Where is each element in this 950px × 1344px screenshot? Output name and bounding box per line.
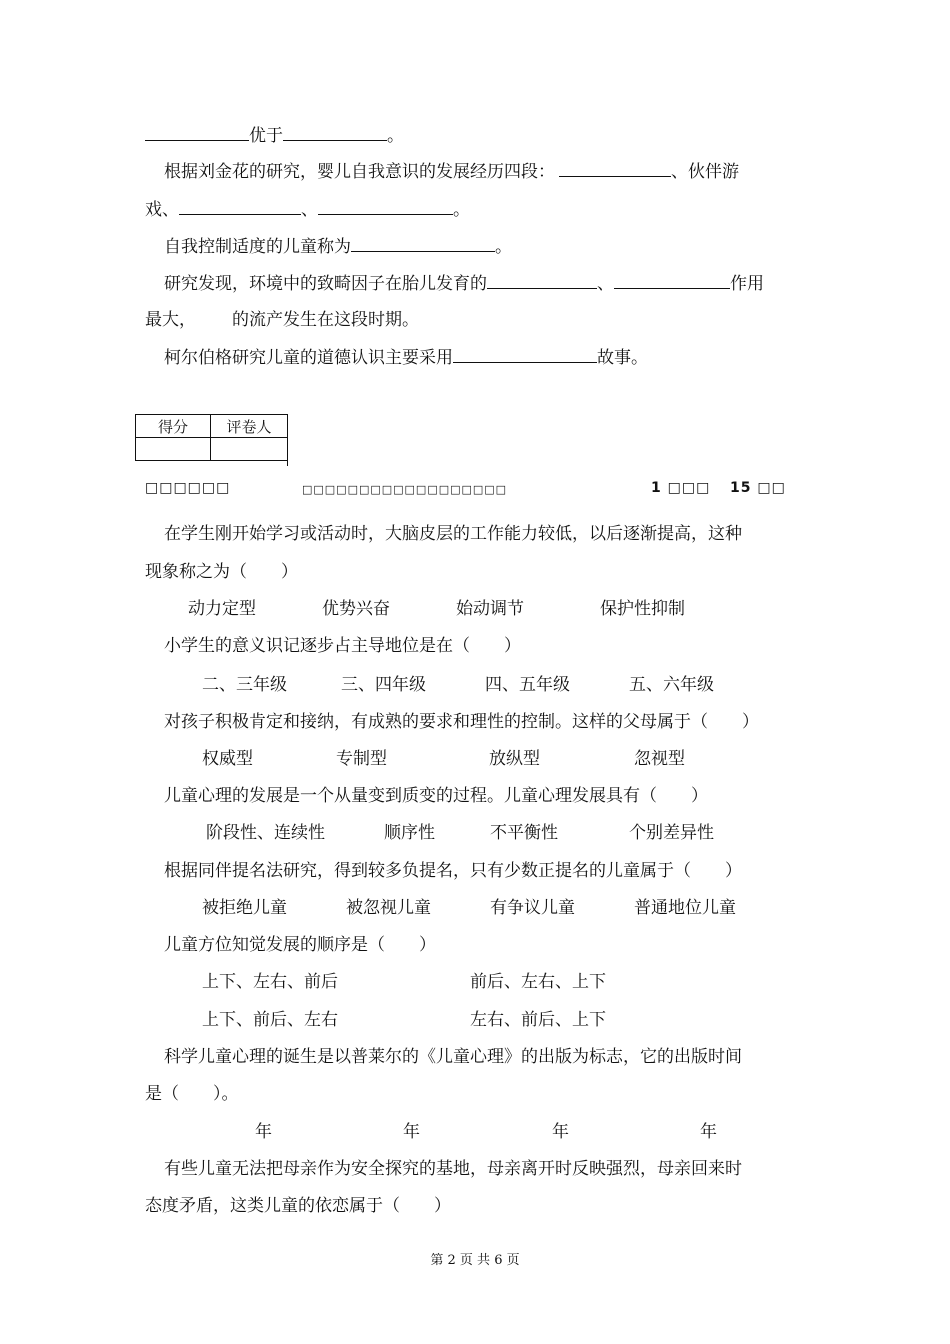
option-a[interactable]: 权威型	[202, 749, 253, 769]
option-c[interactable]: 放纵型	[489, 749, 540, 769]
option-d[interactable]: 个别差异性	[629, 823, 714, 843]
question-text: 儿童方位知觉发展的顺序是（ ）	[164, 935, 436, 955]
answer-blank[interactable]	[614, 272, 730, 289]
option-c[interactable]: 年	[552, 1122, 569, 1142]
answer-blank[interactable]	[559, 160, 671, 177]
option-c[interactable]: 上下、前后、左右	[202, 1010, 338, 1030]
fill-text: 优于	[249, 126, 283, 146]
option-d[interactable]: 忽视型	[634, 749, 685, 769]
option-b[interactable]: 三、四年级	[341, 675, 426, 695]
question-text: 是（ ）。	[145, 1084, 239, 1104]
grader-header: 评卷人	[211, 415, 288, 438]
option-d[interactable]: 五、六年级	[629, 675, 714, 695]
answer-blank[interactable]	[145, 124, 249, 141]
option-d[interactable]: 普通地位儿童	[634, 898, 736, 918]
question-text: 对孩子积极肯定和接纳，有成熟的要求和理性的控制。这样的父母属于（ ）	[164, 712, 759, 732]
fill-text: 戏、	[145, 200, 179, 220]
option-c[interactable]: 四、五年级	[485, 675, 570, 695]
option-b[interactable]: 被忽视儿童	[346, 898, 431, 918]
option-d[interactable]: 保护性抑制	[600, 599, 685, 619]
section-title: □□□□□□	[145, 480, 231, 496]
answer-blank[interactable]	[318, 198, 453, 215]
question-text: 儿童心理的发展是一个从量变到质变的过程。儿童心理发展具有（ ）	[164, 786, 708, 806]
answer-blank[interactable]	[283, 124, 387, 141]
fill-line-1	[145, 124, 404, 147]
fill-line-4	[164, 235, 512, 258]
table-edge	[287, 414, 290, 466]
section-instruction: □□□□□□□□□□□□□□□□□□	[302, 483, 508, 496]
fill-text: 作用	[730, 274, 764, 294]
question-text: 现象称之为（ ）	[145, 562, 298, 582]
option-a[interactable]: 二、三年级	[202, 675, 287, 695]
fill-text: 、伙伴游	[671, 162, 739, 182]
fill-text: 、	[597, 274, 614, 294]
score-cell[interactable]	[136, 438, 211, 461]
score-table	[135, 414, 288, 461]
option-c[interactable]: 始动调节	[456, 599, 524, 619]
option-a[interactable]: 动力定型	[188, 599, 256, 619]
score-header: 得分	[136, 415, 211, 438]
fill-text: 根据刘金花的研究，婴儿自我意识的发展经历四段：	[164, 162, 555, 182]
fill-text: 的流产发生在这段时期。	[232, 310, 419, 330]
question-text: 根据同伴提名法研究，得到较多负提名，只有少数正提名的儿童属于（ ）	[164, 861, 742, 881]
fill-text: 柯尔伯格研究儿童的道德认识主要采用	[164, 348, 453, 368]
option-a[interactable]: 被拒绝儿童	[202, 898, 287, 918]
question-text: 有些儿童无法把母亲作为安全探究的基地，母亲离开时反映强烈，母亲回来时	[164, 1159, 742, 1179]
option-b[interactable]: 年	[403, 1122, 420, 1142]
option-b[interactable]: 前后、左右、上下	[470, 972, 606, 992]
option-b[interactable]: 顺序性	[384, 823, 435, 843]
option-a[interactable]: 上下、左右、前后	[202, 972, 338, 992]
option-c[interactable]: 有争议儿童	[490, 898, 575, 918]
fill-line-5	[164, 272, 764, 295]
option-c[interactable]: 不平衡性	[490, 823, 558, 843]
fill-line-2	[164, 160, 739, 183]
question-text: 在学生刚开始学习或活动时，大脑皮层的工作能力较低，以后逐渐提高，这种	[164, 524, 742, 544]
fill-line-7	[164, 346, 648, 369]
question-text: 小学生的意义识记逐步占主导地位是在（ ）	[164, 636, 521, 656]
option-a[interactable]: 年	[255, 1122, 272, 1142]
section-total-score: 15 □□	[730, 480, 786, 496]
fill-text: 。	[387, 126, 404, 146]
fill-text: 、	[301, 200, 318, 220]
option-b[interactable]: 优势兴奋	[322, 599, 390, 619]
page-footer: 第 2 页 共 6 页	[430, 1253, 520, 1268]
answer-blank[interactable]	[453, 346, 597, 363]
fill-text: 自我控制适度的儿童称为	[164, 237, 351, 257]
fill-line-3	[145, 198, 470, 221]
question-text: 科学儿童心理的诞生是以普莱尔的《儿童心理》的出版为标志，它的出版时间	[164, 1047, 742, 1067]
option-d[interactable]: 年	[700, 1122, 717, 1142]
answer-blank[interactable]	[179, 198, 301, 215]
option-d[interactable]: 左右、前后、上下	[470, 1010, 606, 1030]
section-per-score: 1 □□□	[651, 480, 711, 496]
fill-line-6	[145, 309, 419, 331]
answer-blank[interactable]	[351, 235, 495, 252]
answer-blank[interactable]	[487, 272, 597, 289]
grader-cell[interactable]	[211, 438, 288, 461]
fill-text: 。	[453, 200, 470, 220]
fill-text: 。	[495, 237, 512, 257]
question-text: 态度矛盾，这类儿童的依恋属于（ ）	[145, 1196, 451, 1216]
fill-text: 故事。	[597, 348, 648, 368]
fill-text: 研究发现，环境中的致畸因子在胎儿发育的	[164, 274, 487, 294]
option-a[interactable]: 阶段性、连续性	[206, 823, 325, 843]
option-b[interactable]: 专制型	[336, 749, 387, 769]
fill-text: 最大，	[145, 310, 196, 330]
